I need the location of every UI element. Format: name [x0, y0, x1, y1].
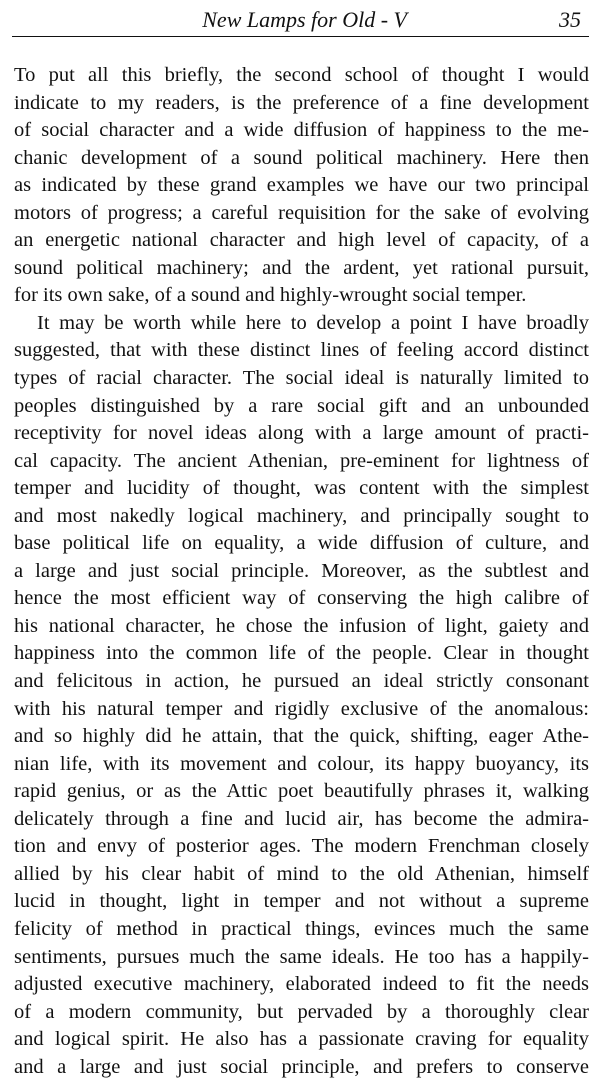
text-line: as indicated by these grand examples we have our two principal [14, 174, 589, 197]
text-line: his national character, he chose the infusion of light, gaiety and [14, 614, 589, 637]
text-line: chanic development of a sound political machinery. Here then [14, 146, 589, 169]
text-line: allied by his clear habit of mind to the old Athenian, himself [14, 862, 589, 885]
text-line: of social character and a wide diffusion of happiness to the me- [14, 119, 589, 142]
text-line: with his natural temper and rigidly exclusive of the anomalous: [14, 697, 589, 720]
text-line: tion and envy of posterior ages. The modern Frenchman closely [14, 835, 589, 858]
text-line: rapid genius, or as the Attic poet beautifully phrases it, walking [14, 780, 589, 803]
text-line: base political life on equality, a wide diffusion of culture, and [14, 532, 589, 555]
text-line: peoples distinguished by a rare social gift and an unbounded [14, 394, 589, 417]
text-line: cal capacity. The ancient Athenian, pre-eminent for lightness of [14, 449, 589, 472]
running-title: New Lamps for Old - V [202, 7, 407, 32]
text-line: temper and lucidity of thought, was content with the simplest [14, 477, 589, 500]
text-line: and a large and just social principle, and prefers to conserve [14, 1055, 589, 1078]
text-line: and logical spirit. He also has a passionate craving for equality [14, 1028, 589, 1051]
text-line: motors of progress; a careful requisition for the sake of evolving [14, 201, 589, 224]
text-line: nian life, with its movement and colour, its happy buoyancy, its [14, 752, 589, 775]
text-line: receptivity for novel ideas along with a large amount of practi- [14, 422, 589, 445]
text-line: delicately through a fine and lucid air, has become the admira- [14, 807, 589, 830]
text-line: It may be worth while here to develop a point I have broadly [37, 311, 589, 334]
text-line: and so highly did he attain, that the quick, shifting, eager Athe- [14, 725, 589, 748]
text-line: an energetic national character and high level of capacity, of a [14, 229, 589, 252]
text-line: for its own sake, of a sound and highly-wrought social temper. [14, 284, 527, 307]
text-line: of a modern community, but pervaded by a thoroughly clear [14, 1000, 589, 1023]
text-line: suggested, that with these distinct lines of feeling accord distinct [14, 339, 589, 362]
text-line: lucid in thought, light in temper and not without a supreme [14, 890, 589, 913]
body-text [14, 62, 589, 1081]
text-line: hence the most efficient way of conserving the high calibre of [14, 587, 589, 610]
running-header [12, 4, 589, 37]
text-line: To put all this briefly, the second school of thought I would [14, 64, 589, 86]
text-line: happiness into the common life of the people. Clear in thought [14, 642, 589, 665]
text-line: sentiments, pursues much the same ideals. He too has a happily- [14, 945, 589, 968]
text-line: felicity of method in practical things, evinces much the same [14, 917, 589, 940]
text-line: and most nakedly logical machinery, and principally sought to [14, 504, 589, 527]
paragraph [14, 310, 589, 1081]
paragraph [14, 62, 589, 310]
text-line: and felicitous in action, he pursued an ideal strictly consonant [14, 670, 589, 693]
text-line: sound political machinery; and the ardent, yet rational pursuit, [14, 256, 589, 279]
page-number: 35 [559, 7, 581, 32]
text-line: a large and just social principle. Moreover, as the subtlest and [14, 559, 589, 582]
text-line: indicate to my readers, is the preference of a fine development [14, 91, 589, 114]
text-line: types of racial character. The social ideal is naturally limited to [14, 367, 589, 390]
text-line: adjusted executive machinery, elaborated indeed to fit the needs [14, 973, 589, 996]
